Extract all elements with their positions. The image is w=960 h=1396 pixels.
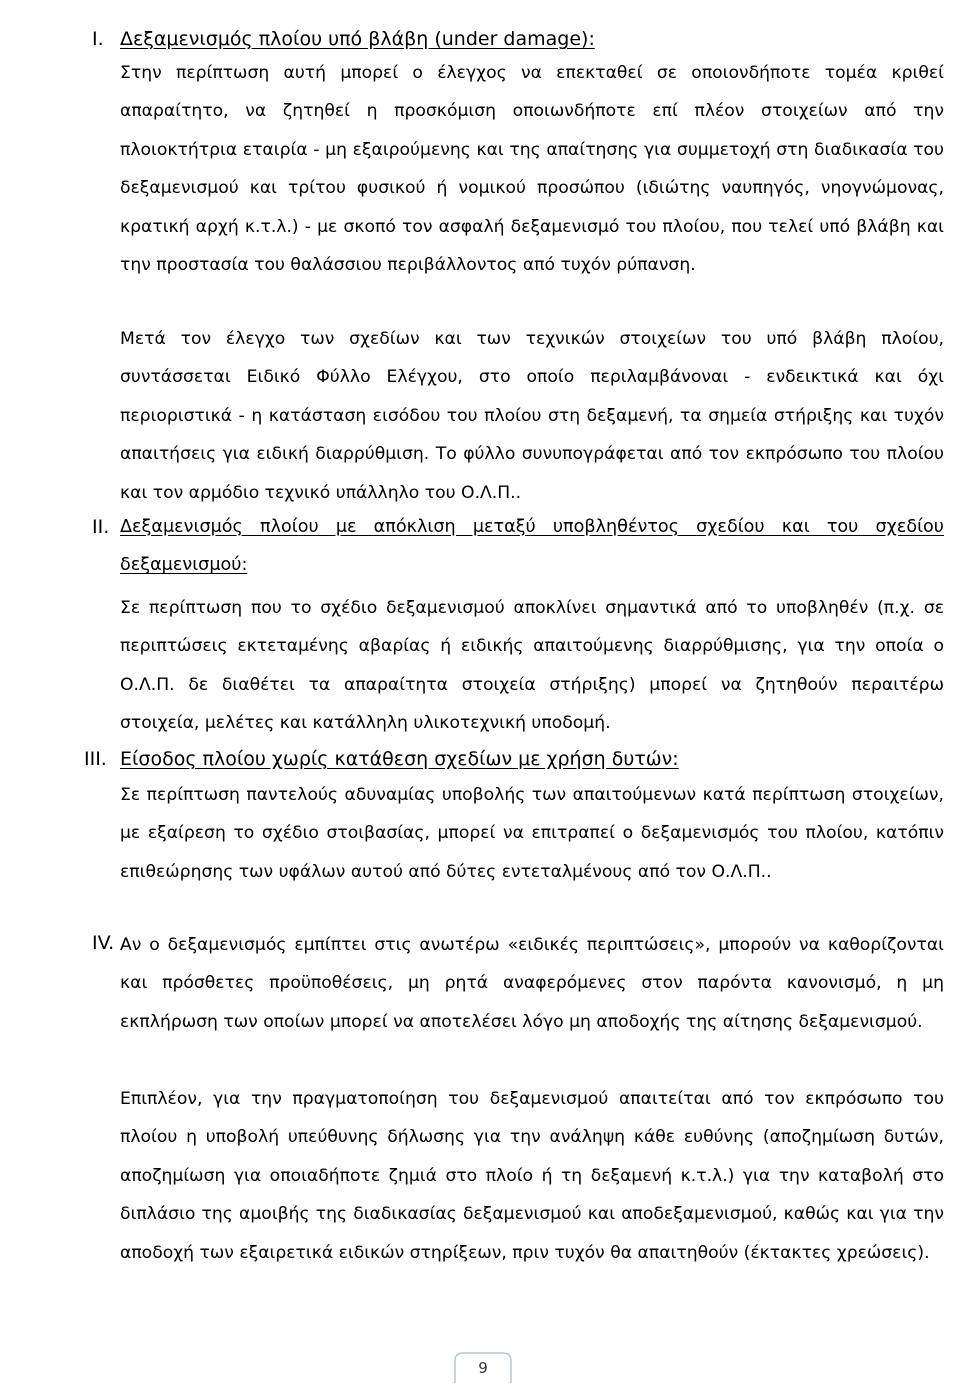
section-title: Δεξαμενισμός πλοίου υπό βλάβη (under damage): [120, 28, 595, 50]
section-4 [92, 932, 944, 1318]
paragraph: Στην περίπτωση αυτή μπορεί ο έλεγχος να επεκταθεί σε οποιονδήποτε τομέα κριθεί απαραίτητο, να ζητηθεί η προσκόμιση οποιωνδήποτε επί πλέον στοιχείων από την πλοιοκτήτρια εταιρία - μη εξαιρούμενης και της απαίτησης για συμμετοχή στη διαδικασία του δεξαμενισμού και τρίτου φυσικού ή νομικού προσώπου (ιδιώτης ναυπηγός, νηογνώμονας, κρατική αρχή κ.τ.λ.) - με σκοπό τον ασφαλή δεξαμενισμό του πλοίου, που τελεί υπό βλάβη και την προστασία του θαλάσσιου περιβάλλοντος από τυχόν ρύπανση. [120, 63, 944, 276]
page-number: 9 [478, 1359, 488, 1377]
section-title: Δεξαμενισμός πλοίου με απόκλιση μεταξύ υποβληθέντος σχεδίου και του σχεδίου δεξαμενισμού: [120, 517, 944, 576]
section-1 [92, 30, 944, 312]
section-number: III. [84, 748, 107, 770]
paragraph: Επιπλέον, για την πραγματοποίηση του δεξαμενισμού απαιτείται από τον εκπρόσωπο του πλοίου η υποβολή υπεύθυνης δήλωσης για την ανάληψη κάθε ευθύνης (αποζημίωση δυτών, αποζημίωση για οποιαδήποτε ζημιά στο πλοίο ή τη δεξαμενή κ.τ.λ.) για την καταβολή στο διπλάσιο της αμοιβής της διαδικασίας δεξαμενισμού και αποδεξαμενισμού, καθώς και για την αποδοχή των εξαιρετικά ειδικών στηρίξεων, πριν τυχόν θα απαιτηθούν (έκτακτες χρεώσεις). [120, 1089, 944, 1263]
paragraph: Σε περίπτωση που το σχέδιο δεξαμενισμού αποκλίνει σημαντικά από το υποβληθέν (π.χ. σε περιπτώσεις εκτεταμένης αβαρίας ή ειδικής απαιτούμενης διαρρύθμισης, για την οποία ο Ο.Λ.Π. δε διαθέτει τα απαραίτητα στοιχεία στήριξης) μπορεί να ζητηθούν περαιτέρω στοιχεία, μελέτες και κατάλληλη υλικοτεχνική υποδομή. [120, 598, 944, 734]
paragraph: Σε περίπτωση παντελούς αδυναμίας υποβολής των απαιτούμενων κατά περίπτωση στοιχείων, με εξαίρεση το σχέδιο στοιβασίας, μπορεί να επιτραπεί ο δεξαμενισμός του πλοίου, κατόπιν επιθεώρησης των υφάλων αυτού από δύτες εντεταλμένους από τον Ο.Λ.Π.. [120, 785, 944, 882]
section-title: Είσοδος πλοίου χωρίς κατάθεση σχεδίων με χρήση δυτών: [120, 748, 679, 770]
paragraph: Αν ο δεξαμενισμός εμπίπτει στις ανωτέρω «ειδικές περιπτώσεις», μπορούν να καθορίζονται και πρόσθετες προϋποθέσεις, μη ρητά αναφερόμενες στον παρόντα κανονισμό, η μη εκπλήρωση των οποίων μπορεί να αποτελέσει λόγο μη αποδοχής της αίτησης δεξαμενισμού. [120, 935, 944, 1032]
section-1-continued [92, 320, 944, 503]
section-2 [92, 518, 944, 738]
section-number: I. [92, 28, 104, 50]
page-number-footer [453, 1351, 513, 1385]
section-number: IV. [92, 932, 115, 954]
section-number: II. [92, 516, 110, 538]
paragraph: Μετά τον έλεγχο των σχεδίων και των τεχνικών στοιχείων του υπό βλάβη πλοίου, συντάσσεται Ειδικό Φύλλο Ελέγχου, στο οποίο περιλαμβάνοναι - ενδεικτικά και όχι περιοριστικά - η κατάσταση εισόδου του πλοίου στη δεξαμενή, τα σημεία στήριξης και τυχόν απαιτήσεις για ειδική διαρρύθμιση. Το φύλλο συνυπογράφεται από τον εκπρόσωπο του πλοίου και τον αρμόδιο τεχνικό υπάλληλο του Ο.Λ.Π.. [120, 329, 944, 503]
